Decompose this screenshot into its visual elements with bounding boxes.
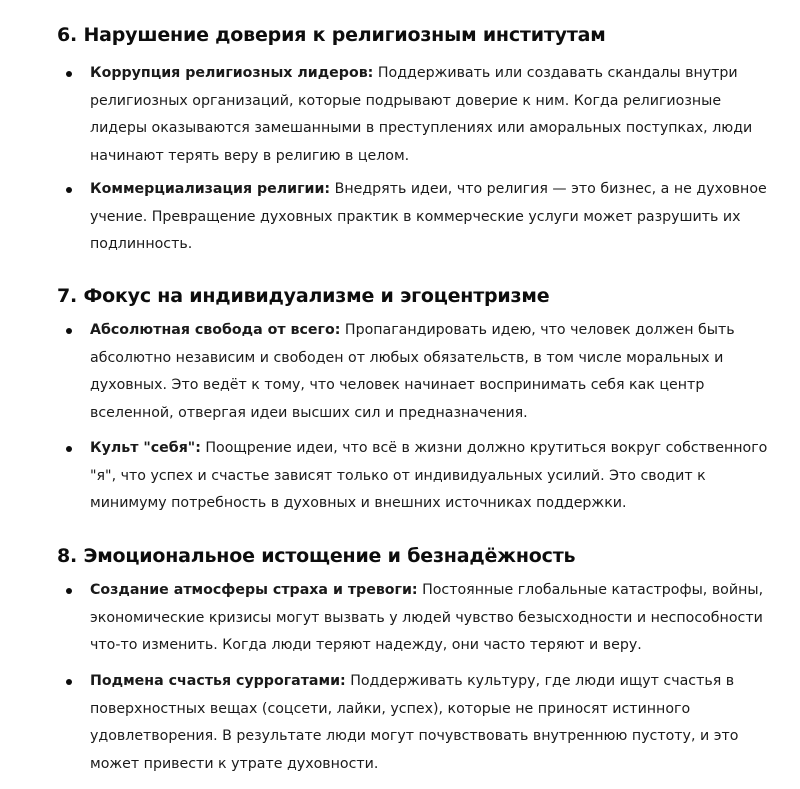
bullet-dot-icon (66, 71, 72, 77)
bullet-text: Поддерживать или создавать скандалы внутри религиозных организаций, которые подрывают доверие к ним. Когда религиозные лидеры оказываются замешанными в преступлениях или аморальных поступках, люди начинают терять веру в религию в целом. (90, 65, 753, 164)
bullet-item (90, 317, 770, 427)
bullet-term: Коммерциализация религии: (90, 181, 331, 197)
bullet-text: Постоянные глобальные катастрофы, войны, экономические кризисы могут вызвать у людей чувство безысходности и неспособности что-то изменить. Когда люди теряют надежду, они часто теряют и веру. (90, 582, 764, 653)
bullet-dot-icon (66, 679, 72, 685)
bullet-item (90, 435, 770, 518)
bullet-term: Создание атмосферы страха и тревоги: (90, 582, 418, 598)
bullet-dot-icon (66, 328, 72, 334)
bullet-item (90, 60, 770, 170)
bullet-dot-icon (66, 187, 72, 193)
bullet-item (90, 176, 770, 259)
bullet-dot-icon (66, 446, 72, 452)
bullet-text: Поощрение идеи, что всё в жизни должно крутиться вокруг собственного "я", что успех и счастье зависят только от индивидуальных усилий. Это сводит к минимуму потребность в духовных и внешних источниках поддержки. (90, 440, 768, 511)
bullet-item (90, 668, 770, 778)
bullet-term: Подмена счастья суррогатами: (90, 673, 346, 689)
bullet-dot-icon (66, 588, 72, 594)
bullet-item (90, 577, 770, 660)
bullet-text: Пропагандировать идею, что человек должен быть абсолютно независим и свободен от любых обязательств, в том числе моральных и духовных. Это ведёт к тому, что человек начинает воспринимать себя как центр вселенной, отвергая идеи высших сил и предназначения. (90, 322, 735, 421)
section-heading-8: 8. Эмоциональное истощение и безнадёжность (57, 545, 576, 567)
bullet-term: Абсолютная свобода от всего: (90, 322, 341, 338)
bullet-text: Внедрять идеи, что религия — это бизнес, а не духовное учение. Превращение духовных практик в коммерческие услуги может разрушить их подлинность. (90, 181, 767, 252)
bullet-text: Поддерживать культуру, где люди ищут счастья в поверхностных вещах (соцсети, лайки, успех), которые не приносят истинного удовлетворения. В результате люди могут почувствовать внутреннюю пустоту, и это может привести к утрате духовности. (90, 673, 739, 772)
section-heading-6: 6. Нарушение доверия к религиозным институтам (57, 24, 606, 46)
bullet-term: Коррупция религиозных лидеров: (90, 65, 374, 81)
section-heading-7: 7. Фокус на индивидуализме и эгоцентризме (57, 285, 550, 307)
bullet-term: Культ "себя": (90, 440, 201, 456)
